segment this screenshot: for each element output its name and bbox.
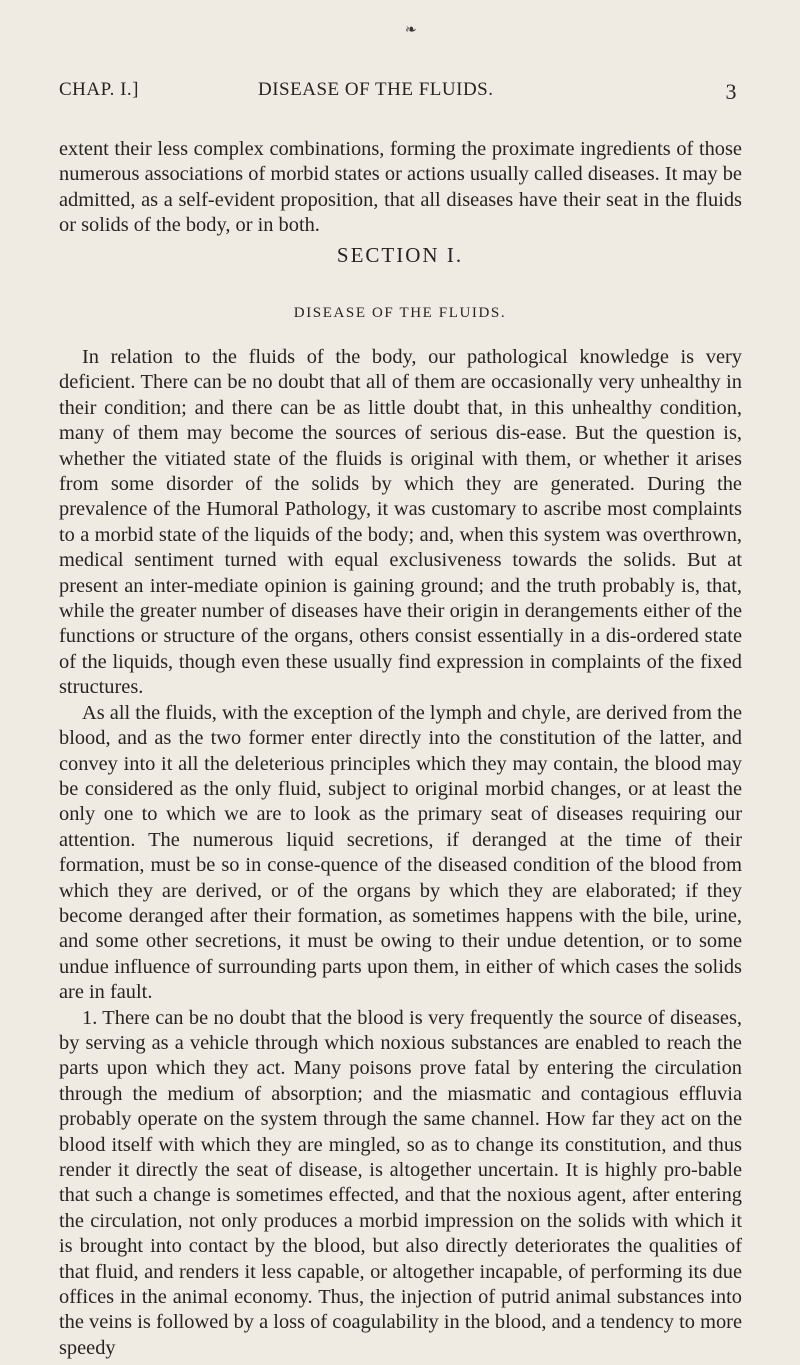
section-subheading: DISEASE OF THE FLUIDS. — [293, 305, 507, 321]
intro-paragraph: extent their less complex combinations, forming the proximate ingredients of those numerous associations of morbid states or actions usually called diseases. It may be admitted, as a self-evident proposition, that all diseases have their seat in the fluids or solids of the body, or in both. — [59, 138, 742, 237]
ornament-icon: ❧ — [405, 23, 417, 38]
page-number: 3 — [725, 79, 737, 104]
intro-text — [59, 137, 742, 239]
running-title: DISEASE OF THE FLUIDS. — [258, 79, 494, 100]
chapter-label: CHAP. I.] — [59, 79, 139, 100]
section-body — [59, 345, 742, 1361]
section-heading: SECTION I. — [336, 243, 464, 267]
paragraph-numbered-1: 1. There can be no doubt that the blood is very frequently the source of diseases, by serving as a vehicle through which noxious substances are enabled to reach the parts upon which they act. Many poisons prove fatal by entering the circulation through the medium of absorption; and the miasmatic and contagious effluvia probably operate on the system through the same channel. How far they act on the blood itself with which they are mingled, so as to change its constitution, and thus render it directly the seat of disease, is altogether uncertain. It is highly pro-bable that such a change is sometimes effected, and that the noxious agent, after entering the circulation, not only produces a morbid impression on the solids with which it is brought into contact by the blood, but also directly deteriorates the qualities of that fluid, and renders it less capable, or altogether incapable, of performing its due offices in the animal economy. Thus, the injection of putrid animal substances into the veins is followed by a loss of coagulability in the blood, and a tendency to more speedy — [59, 1006, 742, 1359]
paragraph-blood: As all the fluids, with the exception of the lymph and chyle, are derived from the blood, and as the two former enter directly into the constitution of the latter, and convey into it all the deleterious principles which they may contain, the blood may be considered as the only fluid, subject to original morbid changes, or at least the only one to which we are to look as the primary seat of diseases requiring our attention. The numerous liquid secretions, if deranged at the time of their formation, must be so in conse-quence of the diseased condition of the blood from which they are derived, or of the organs by which they are elaborated; if they become deranged after their formation, as sometimes happens with the bile, urine, and some other secretions, it must be owing to their undue detention, or to some undue influence of surrounding parts upon them, in either of which cases the solids are in fault. — [59, 701, 742, 1004]
running-head — [59, 79, 741, 105]
paragraph-fluids: In relation to the fluids of the body, our pathological knowledge is very deficient. There can be no doubt that all of them are occasionally very unhealthy in their condition; and there can be as little doubt that, in this unhealthy condition, many of them may become the sources of serious dis-ease. But the question is, whether the vitiated state of the fluids is original with them, or whether it arises from some disorder of the solids by which they are generated. During the prevalence of the Humoral Pathology, it was customary to ascribe most complaints to a morbid state of the liquids of the body; and, when this system was overthrown, medical sentiment turned with equal exclusiveness towards the solids. But at present an inter-mediate opinion is gaining ground; and the truth probably is, that, while the greater number of diseases have their origin in derangements either of the functions or structure of the organs, others consist essentially in a dis-ordered state of the liquids, though even these usually find expression in complaints of the fixed structures. — [59, 346, 742, 699]
